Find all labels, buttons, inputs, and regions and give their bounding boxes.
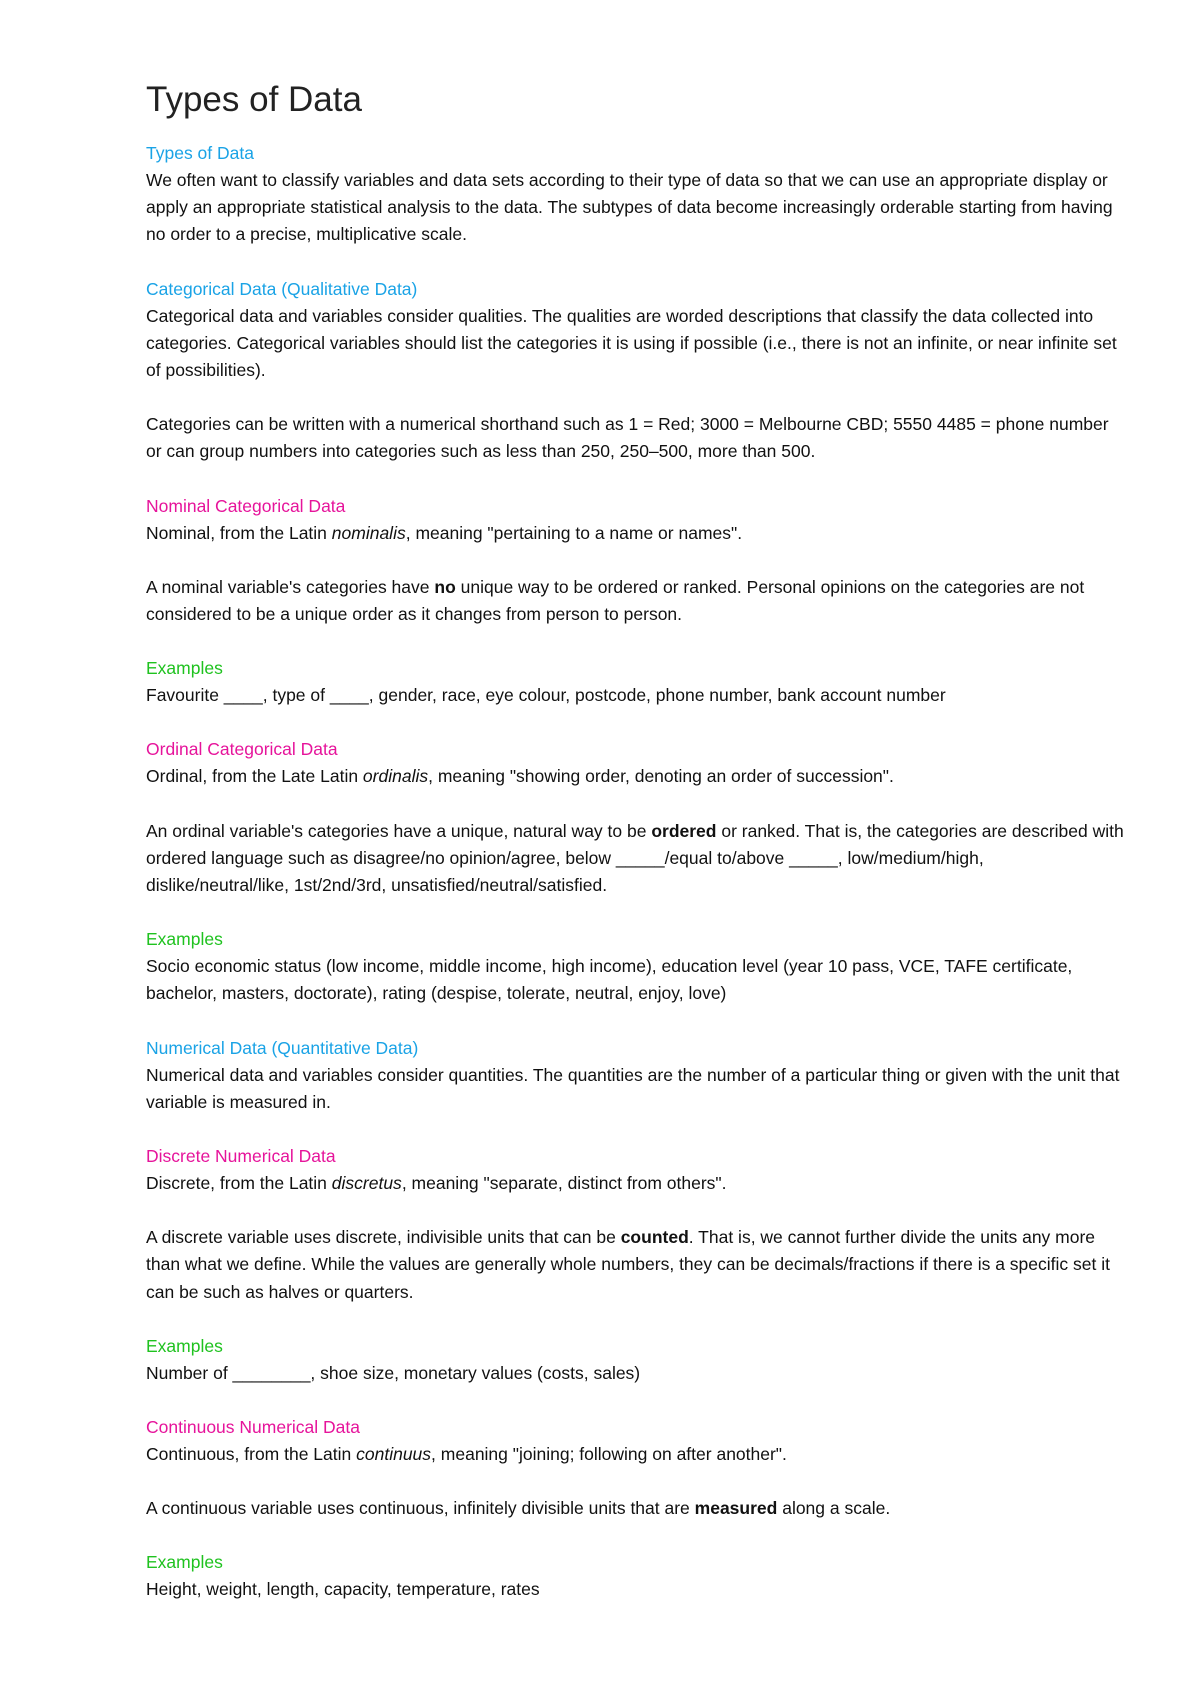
continuous-examples-heading: Examples — [146, 1552, 223, 1573]
continuous-description: A continuous variable uses continuous, infinitely divisible units that are measured along a scale. — [146, 1498, 891, 1519]
page-title: Types of Data — [146, 80, 362, 119]
section-heading-numerical: Numerical Data (Quantitative Data) — [146, 1037, 419, 1058]
ordinal-examples: Socio economic status (low income, middle income, high income), education level (year 10 pass, VCE, TAFE certificate, bachelor, masters, doctorate), rating (despise, tolerate, neutral, enjoy, love) — [146, 956, 1073, 1004]
discrete-etymology: Discrete, from the Latin discretus, meaning "separate, distinct from others". — [146, 1173, 727, 1194]
nominal-examples-heading: Examples — [146, 658, 223, 679]
nominal-etymology: Nominal, from the Latin nominalis, meaning "pertaining to a name or names". — [146, 522, 743, 543]
categorical-body-2: Categories can be written with a numerical shorthand such as 1 = Red; 3000 = Melbourne CBD; 5550 4485 = phone number or can group numbers into categories such as less than 250, 250–500, more than 500. — [146, 414, 1109, 462]
section-heading-nominal: Nominal Categorical Data — [146, 495, 346, 516]
discrete-description: A discrete variable uses discrete, indivisible units that can be counted. That is, we cannot further divide the units any more than what we define. While the values are generally whole numbers, they can be decimals/fractions if there is a specific set it can be such as halves or quarters. — [146, 1227, 1110, 1302]
discrete-examples-heading: Examples — [146, 1335, 223, 1356]
nominal-examples: Favourite ____, type of ____, gender, race, eye colour, postcode, phone number, bank account number — [146, 685, 946, 706]
document-content — [146, 74, 1126, 1604]
discrete-examples: Number of ________, shoe size, monetary values (costs, sales) — [146, 1362, 641, 1383]
nominal-description: A nominal variable's categories have no unique way to be ordered or ranked. Personal opinions on the categories are not considered to be a unique order as it changes from person to person. — [146, 576, 1085, 625]
section-heading-discrete: Discrete Numerical Data — [146, 1146, 336, 1167]
continuous-examples: Height, weight, length, capacity, temperature, rates — [146, 1579, 540, 1600]
numerical-body: Numerical data and variables consider quantities. The quantities are the number of a particular thing or given with the unit that variable is measured in. — [146, 1064, 1120, 1112]
types-body: We often want to classify variables and data sets according to their type of data so that we can use an appropriate display or apply an appropriate statistical analysis to the data. The subtypes of data become increasingly orderable starting from having no order to a precise, multiplicative scale. — [146, 170, 1113, 245]
section-heading-categorical: Categorical Data (Qualitative Data) — [146, 278, 418, 299]
ordinal-examples-heading: Examples — [146, 929, 223, 950]
section-heading-continuous: Continuous Numerical Data — [146, 1417, 360, 1438]
section-heading-ordinal: Ordinal Categorical Data — [146, 739, 338, 760]
continuous-etymology: Continuous, from the Latin continuus, meaning "joining; following on after another". — [146, 1444, 787, 1465]
ordinal-description: An ordinal variable's categories have a unique, natural way to be ordered or ranked. That is, the categories are described with ordered language such as disagree/no opinion/agree, below _____/equal to/above _____, low/medium/high, dislike/neutral/like, 1st/2nd/3rd, unsatisfied/neutral/satisfied. — [146, 820, 1124, 896]
section-heading-types: Types of Data — [146, 143, 254, 163]
categorical-body: Categorical data and variables consider qualities. The qualities are worded descriptions that classify the data collected into categories. Categorical variables should list the categories it is using if possible (i.e., there is not an infinite, or near infinite set of possibilities). — [146, 305, 1117, 381]
ordinal-etymology: Ordinal, from the Late Latin ordinalis, meaning "showing order, denoting an order of succession". — [146, 766, 894, 787]
